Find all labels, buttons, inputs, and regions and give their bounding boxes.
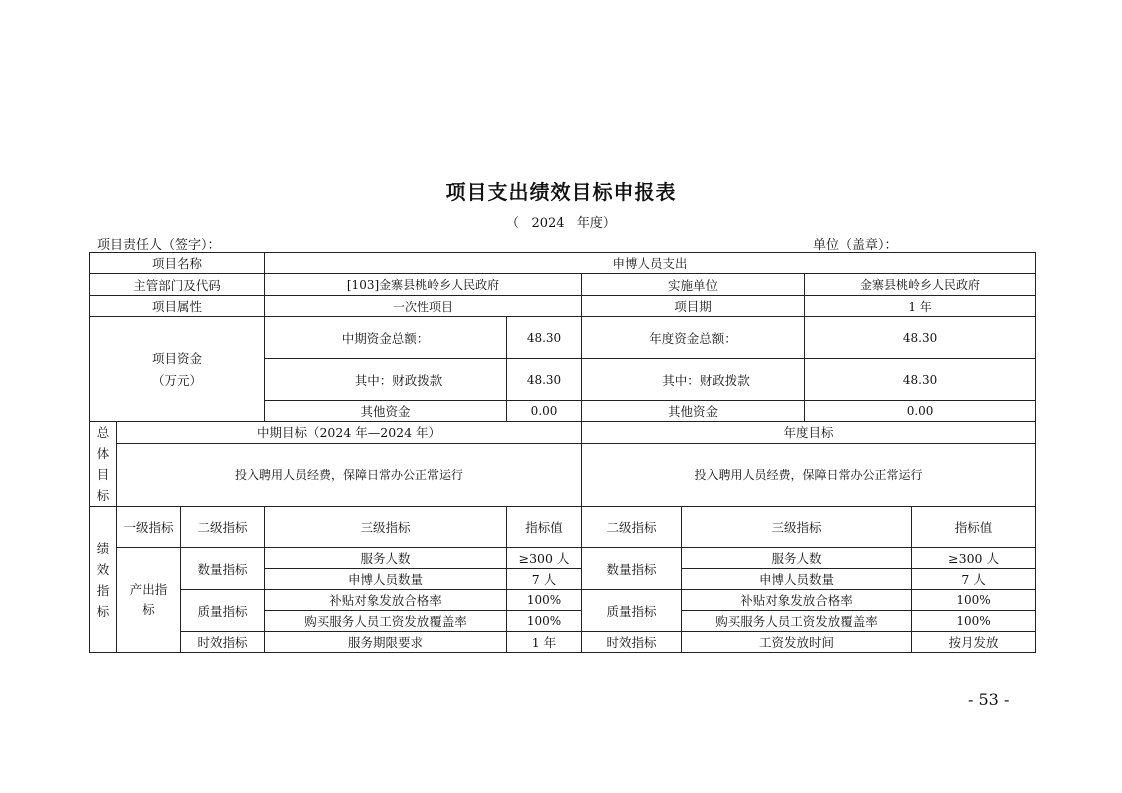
project-attr-label: 项目属性 — [90, 296, 265, 317]
mid-fiscal-value: 48.30 — [507, 359, 582, 401]
annual-other-value: 0.00 — [805, 401, 1036, 422]
annual-value-header: 指标值 — [912, 507, 1036, 548]
dept-value: [103]金寨县桃岭乡人民政府 — [265, 274, 582, 296]
annual-indicator-name: 服务人数 — [682, 548, 912, 569]
indicators-side-label — [90, 507, 117, 653]
side-char: 指 — [96, 582, 110, 598]
level1-header: 一级指标 — [117, 507, 181, 548]
mid-fiscal-label: 其中：财政拨款 — [265, 359, 507, 401]
annual-indicator-name: 工资发放时间 — [682, 632, 912, 653]
output-indicator-label: 产出指标 — [117, 548, 181, 653]
project-period-value: 1 年 — [805, 296, 1036, 317]
side-char: 绩 — [96, 540, 110, 556]
annual-total-value: 48.30 — [805, 317, 1036, 359]
overall-goals-side-label — [90, 422, 117, 507]
impl-unit-value: 金寨县桃岭乡人民政府 — [805, 274, 1036, 296]
mid-indicator-value: 1 年 — [507, 632, 582, 653]
annual-indicator-value: ≥300 人 — [912, 548, 1036, 569]
mid-value-header: 指标值 — [507, 507, 582, 548]
mid-total-value: 48.30 — [507, 317, 582, 359]
project-name-value: 申博人员支出 — [265, 253, 1036, 274]
annual-level3-header: 三级指标 — [682, 507, 912, 548]
mid-indicator-value: 100% — [507, 590, 582, 611]
signature-responsible-person: 项目责任人（签字）： — [97, 238, 221, 253]
annual-fiscal-value: 48.30 — [805, 359, 1036, 401]
side-char: 效 — [96, 561, 110, 577]
annual-indicator-value: 100% — [912, 611, 1036, 632]
mid-goal-header: 中期目标（2024 年—2024 年） — [117, 422, 582, 444]
mid-timeliness-label: 时效指标 — [181, 632, 265, 653]
mid-indicator-value: 100% — [507, 611, 582, 632]
funds-label-line2: （万元） — [152, 373, 203, 388]
annual-indicator-name: 购买服务人员工资发放覆盖率 — [682, 611, 912, 632]
year-line: （ 2024 年度） — [506, 216, 616, 231]
project-funds-label — [90, 317, 265, 422]
side-char: 总 — [96, 425, 110, 440]
funds-label-line1: 项目资金 — [152, 351, 203, 366]
mid-indicator-name: 申博人员数量 — [265, 569, 507, 590]
mid-other-value: 0.00 — [507, 401, 582, 422]
annual-indicator-value: 7 人 — [912, 569, 1036, 590]
mid-total-label: 中期资金总额： — [265, 317, 507, 359]
impl-unit-label: 实施单位 — [582, 274, 805, 296]
annual-indicator-name: 补贴对象发放合格率 — [682, 590, 912, 611]
mid-indicator-value: 7 人 — [507, 569, 582, 590]
dept-label: 主管部门及代码 — [90, 274, 265, 296]
annual-quality-label: 质量指标 — [582, 590, 682, 632]
annual-fiscal-label: 其中：财政拨款 — [582, 359, 805, 401]
performance-target-table — [89, 252, 1036, 653]
side-char: 标 — [96, 488, 110, 503]
annual-goal-header: 年度目标 — [582, 422, 1036, 444]
mid-indicator-name: 购买服务人员工资发放覆盖率 — [265, 611, 507, 632]
side-char: 标 — [96, 603, 110, 619]
annual-other-label: 其他资金 — [582, 401, 805, 422]
mid-level2-header: 二级指标 — [181, 507, 265, 548]
annual-indicator-value: 100% — [912, 590, 1036, 611]
side-char: 目 — [96, 467, 110, 482]
annual-quantity-label: 数量指标 — [582, 548, 682, 590]
annual-goal-text: 投入聘用人员经费，保障日常办公正常运行 — [582, 443, 1036, 507]
mid-indicator-name: 服务人数 — [265, 548, 507, 569]
page-number: - 53 - — [968, 690, 1010, 709]
mid-indicator-name: 补贴对象发放合格率 — [265, 590, 507, 611]
annual-indicator-value: 按月发放 — [912, 632, 1036, 653]
mid-goal-text: 投入聘用人员经费，保障日常办公正常运行 — [117, 443, 582, 507]
mid-quality-label: 质量指标 — [181, 590, 265, 632]
project-name-label: 项目名称 — [90, 253, 265, 274]
mid-quantity-label: 数量指标 — [181, 548, 265, 590]
mid-other-label: 其他资金 — [265, 401, 507, 422]
annual-total-label: 年度资金总额： — [582, 317, 805, 359]
page-title: 项目支出绩效目标申报表 — [445, 180, 677, 204]
mid-level3-header: 三级指标 — [265, 507, 507, 548]
annual-indicator-name: 申博人员数量 — [682, 569, 912, 590]
annual-timeliness-label: 时效指标 — [582, 632, 682, 653]
signature-unit-seal: 单位（盖章）： — [813, 238, 898, 253]
mid-indicator-name: 服务期限要求 — [265, 632, 507, 653]
project-attr-value: 一次性项目 — [265, 296, 582, 317]
mid-indicator-value: ≥300 人 — [507, 548, 582, 569]
annual-level2-header: 二级指标 — [582, 507, 682, 548]
project-period-label: 项目期 — [582, 296, 805, 317]
side-char: 体 — [96, 446, 110, 461]
